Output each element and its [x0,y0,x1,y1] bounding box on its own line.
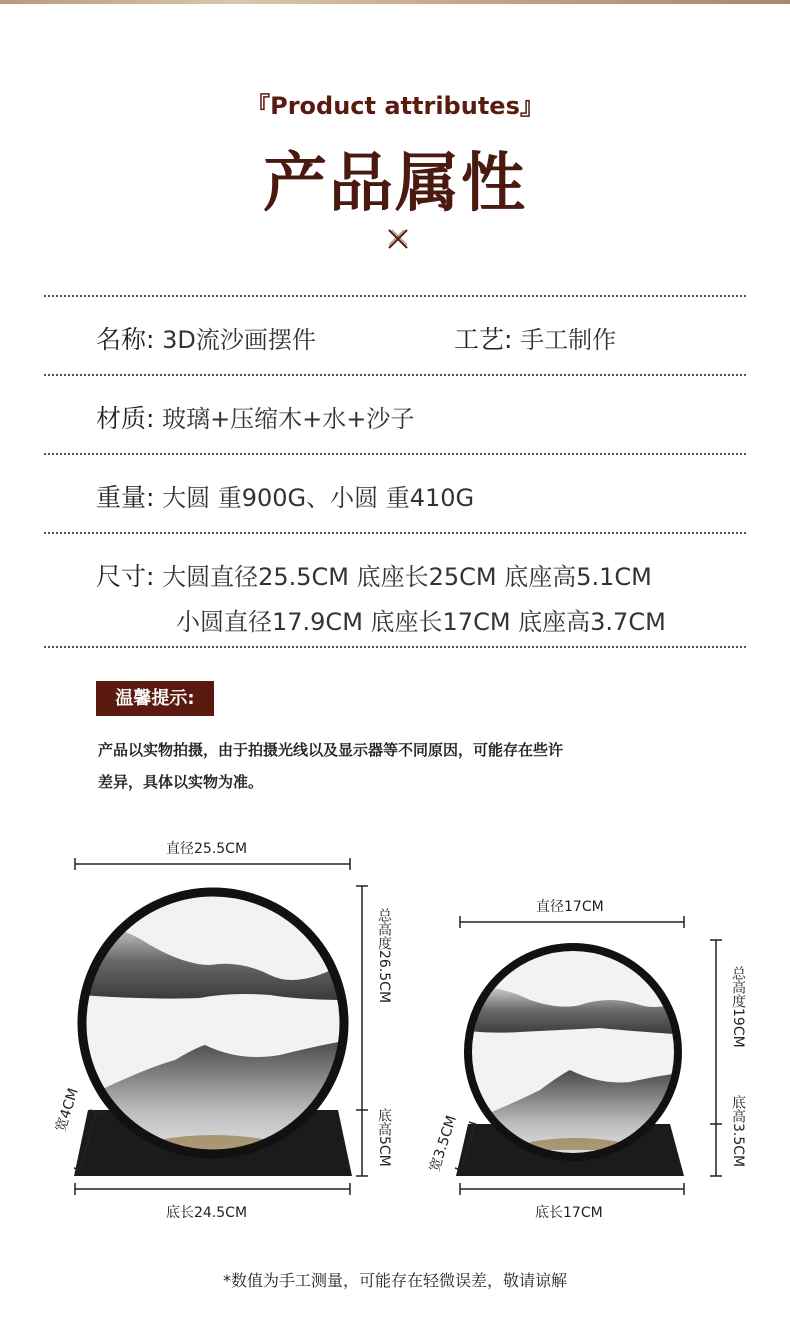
attribute-label: 尺寸: [96,562,155,591]
attribute-value: 玻璃+压缩木+水+沙子 [162,405,415,433]
small-width-label: 宽3.5CM [426,1113,461,1174]
large-sand-art [74,890,352,1176]
attribute-label: 材质: [96,404,155,433]
tip-text-line: 产品以实物拍摄，由于拍摄光线以及显示器等不同原因，可能存在些许 [98,741,564,759]
section-title-en: 『Product attributes』 [246,92,544,120]
small-total-height-label: 总高度19CM [730,966,746,1048]
large-diameter-label: 直径25.5CM [166,841,248,857]
large-base-height-label: 底高5CM [376,1108,392,1167]
attribute-label: 工艺: [454,325,513,354]
attribute-label: 名称: [96,325,155,354]
small-base-length-label: 底长17CM [535,1205,603,1221]
small-sand-art [456,945,690,1176]
measurement-footnote: *数值为手工测量，可能存在轻微误差，敬请谅解 [222,1271,567,1290]
small-base-height-label: 底高3.5CM [730,1095,746,1168]
attribute-label: 重量: [96,483,155,512]
large-base-length-label: 底长24.5CM [166,1205,248,1221]
attribute-size-line2: 小圆直径17.9CM 底座长17CM 底座高3.7CM [176,608,666,636]
small-diameter-label: 直径17CM [536,899,604,915]
large-total-height-label: 总高度26.5CM [376,908,392,1004]
tip-text-line: 差异，具体以实物为准。 [98,773,264,791]
tip-badge: 温馨提示: [96,681,214,716]
attribute-value: 大圆直径25.5CM 底座长25CM 底座高5.1CM [162,563,652,591]
attribute-value: 大圆 重900G、小圆 重410G [162,484,475,512]
large-width-label: 宽4CM [52,1086,82,1134]
attribute-value: 手工制作 [520,326,617,354]
attribute-value: 3D流沙画摆件 [162,326,316,354]
section-title-cn: 产品属性 [263,146,527,221]
